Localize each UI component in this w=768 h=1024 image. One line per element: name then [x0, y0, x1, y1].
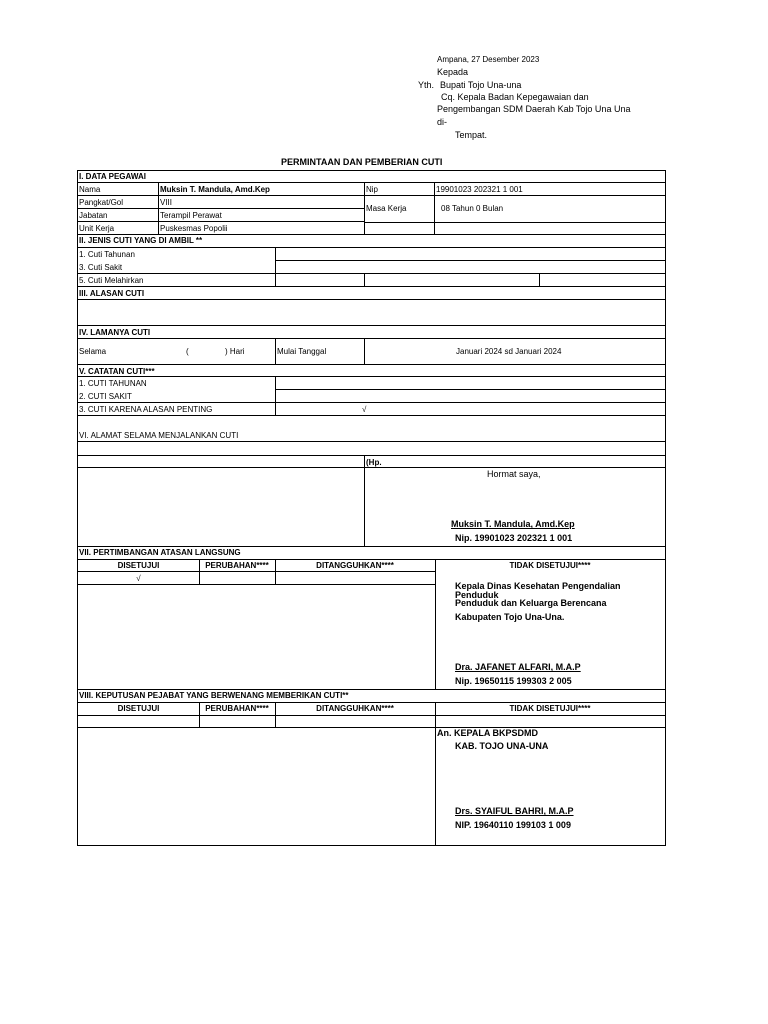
table-rule-horizontal	[77, 208, 364, 209]
table-rule-vertical	[435, 702, 436, 845]
nip-value: 19901023 202321 1 001	[436, 185, 523, 194]
table-rule-horizontal	[364, 222, 666, 223]
masa-kerja-value: 08 Tahun 0 Bulan	[441, 204, 504, 213]
supervisor-nip: Nip. 19650115 199303 2 005	[455, 676, 572, 686]
header-tidak-disetujui: TIDAK DISETUJUI****	[509, 561, 591, 570]
approval-check-mark: √	[136, 574, 141, 583]
table-rule-horizontal	[77, 402, 666, 403]
table-rule-horizontal	[275, 389, 666, 390]
table-rule-horizontal	[77, 715, 666, 716]
header-ditangguhkan: DITANGGUHKAN****	[316, 561, 394, 570]
header-perubahan: PERUBAHAN****	[205, 561, 269, 570]
table-rule-horizontal	[77, 338, 666, 339]
supervisor-title-line-3: Kabupaten Tojo Una-Una.	[455, 612, 565, 622]
leave-type-item: 1. Cuti Tahunan	[79, 250, 135, 259]
leave-type-item: 5. Cuti Melahirkan	[79, 276, 144, 285]
jabatan-value: Terampil Perawat	[160, 211, 222, 220]
closing-greeting: Hormat saya,	[487, 469, 541, 479]
leave-note-item: 2. CUTI SAKIT	[79, 392, 132, 401]
table-rule-horizontal	[77, 221, 364, 222]
header-ditangguhkan: DITANGGUHKAN****	[316, 704, 394, 713]
supervisor-title-line-1: Kepala Dinas Kesehatan Pengendalian	[455, 581, 621, 591]
leave-type-item: 3. Cuti Sakit	[79, 263, 123, 272]
section-8-title: VIII. KEPUTUSAN PEJABAT YANG BERWENANG MEMBERIKAN CUTI**	[79, 691, 349, 700]
authority-title-line-1: An. KEPALA BKPSDMD	[437, 728, 538, 738]
table-rule-horizontal	[77, 247, 666, 248]
table-rule-horizontal	[77, 584, 435, 585]
table-rule-horizontal	[77, 727, 666, 728]
place-date: Ampana, 27 Desember 2023	[437, 55, 540, 64]
form-title: PERMINTAAN DAN PEMBERIAN CUTI	[281, 157, 443, 167]
pangkat-value: VIII	[160, 198, 173, 207]
table-rule-horizontal	[77, 415, 666, 416]
leave-note-item: 3. CUTI KARENA ALASAN PENTING	[79, 405, 213, 414]
date-range: Januari 2024 sd Januari 2024	[456, 347, 562, 356]
table-rule-horizontal	[275, 260, 666, 261]
yth-prefix: Yth.	[418, 80, 435, 90]
section-4-title: IV. LAMANYA CUTI	[79, 328, 151, 337]
masa-kerja-label: Masa Kerja	[366, 204, 407, 213]
applicant-nip: Nip. 19901023 202321 1 001	[455, 533, 573, 543]
unit-kerja-value: Puskesmas Popolii	[160, 224, 228, 233]
table-rule-horizontal	[77, 571, 435, 572]
table-rule-horizontal	[77, 299, 666, 300]
jabatan-label: Jabatan	[79, 211, 108, 220]
table-rule-vertical	[158, 182, 159, 234]
table-rule-horizontal	[77, 455, 666, 456]
hp-label: (Hp.	[366, 458, 382, 467]
section-7-title: VII. PERTIMBANGAN ATASAN LANGSUNG	[79, 548, 241, 557]
selama-label: Selama	[79, 347, 107, 356]
hari-label: ) Hari	[225, 347, 245, 356]
table-rule-vertical	[275, 376, 276, 415]
check-mark: √	[362, 405, 367, 414]
table-rule-vertical	[539, 273, 540, 286]
section-1-title: I. DATA PEGAWAI	[79, 172, 146, 181]
table-rule-horizontal	[77, 325, 666, 326]
table-rule-horizontal	[77, 195, 666, 196]
table-rule-horizontal	[77, 845, 666, 846]
section-2-title: II. JENIS CUTI YANG DI AMBIL **	[79, 236, 203, 245]
form-border-right	[665, 170, 666, 846]
section-5-title: V. CATATAN CUTI***	[79, 367, 155, 376]
header-tidak-disetujui: TIDAK DISETUJUI****	[509, 704, 591, 713]
supervisor-title-line-2: Penduduk dan Keluarga Berencana	[455, 598, 607, 608]
nip-label: Nip	[366, 185, 379, 194]
tempat-label: Tempat.	[455, 130, 488, 140]
nama-value: Muksin T. Mandula, Amd.Kep	[160, 185, 270, 194]
form-border-left	[77, 170, 78, 846]
section-6-title: VI. ALAMAT SELAMA MENJALANKAN CUTI	[79, 431, 239, 440]
authority-title-line-2: KAB. TOJO UNA-UNA	[455, 741, 549, 751]
table-rule-horizontal	[77, 286, 666, 287]
table-rule-vertical	[275, 247, 276, 286]
table-rule-horizontal	[77, 273, 666, 274]
applicant-name: Muksin T. Mandula, Amd.Kep	[451, 519, 575, 529]
nama-label: Nama	[79, 185, 101, 194]
table-rule-vertical	[364, 182, 365, 234]
table-rule-vertical	[364, 338, 365, 364]
mulai-tanggal-label: Mulai Tanggal	[277, 347, 327, 356]
header-disetujui: DISETUJUI	[117, 561, 160, 570]
days-open-paren: (	[186, 347, 189, 356]
supervisor-name: Dra. JAFANET ALFARI, M.A.P	[455, 662, 581, 672]
table-rule-vertical	[364, 455, 365, 546]
supervisor-title-line-1b: Penduduk	[455, 590, 499, 600]
section-3-title: III. ALASAN CUTI	[79, 289, 145, 298]
pangkat-label: Pangkat/Gol	[79, 198, 124, 207]
authority-nip: NIP. 19640110 199103 1 009	[455, 820, 571, 830]
authority-name: Drs. SYAIFUL BAHRI, M.A.P	[455, 806, 574, 816]
cq-line-2: Pengembangan SDM Daerah Kab Tojo Una Una	[437, 104, 631, 114]
table-rule-horizontal	[77, 170, 666, 171]
table-rule-horizontal	[77, 441, 666, 442]
header-perubahan: PERUBAHAN****	[205, 704, 269, 713]
to-label: Kepada	[437, 67, 469, 77]
table-rule-horizontal	[77, 182, 666, 183]
header-disetujui: DISETUJUI	[117, 704, 160, 713]
table-rule-horizontal	[77, 376, 666, 377]
table-rule-vertical	[435, 559, 436, 689]
cq-line-1: Cq. Kepala Badan Kepegawaian dan	[441, 92, 589, 102]
leave-note-item: 1. CUTI TAHUNAN	[79, 379, 147, 388]
table-rule-horizontal	[77, 364, 666, 365]
di-label: di-	[437, 117, 448, 127]
table-rule-vertical	[434, 182, 435, 234]
unit-kerja-label: Unit Kerja	[79, 224, 115, 233]
table-rule-vertical	[364, 273, 365, 286]
recipient: Bupati Tojo Una-una	[440, 80, 522, 90]
table-rule-vertical	[275, 338, 276, 364]
